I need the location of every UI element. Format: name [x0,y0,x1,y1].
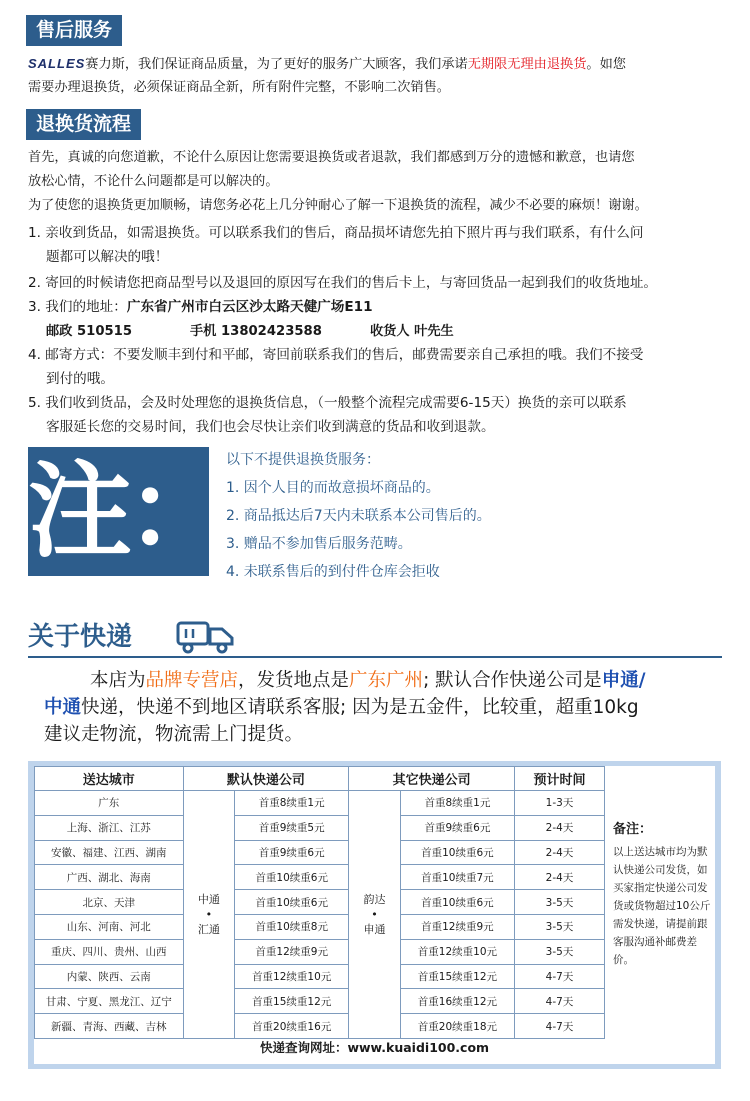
table-row [35,939,605,964]
process-intro-3: 为了使您的退换货更加顺畅，请您务必花上几分钟耐心了解一下退换货的流程，减少不必要的麻烦！谢谢。 [28,198,648,213]
header-city: 送达城市 [35,767,184,791]
shipping-table [34,766,605,1039]
express-divider [28,656,722,658]
cell-default-fee: 首重10续重8元 [235,914,349,939]
cell-default-fee: 首重12续重10元 [235,964,349,989]
table-row [35,989,605,1014]
cell-other-fee: 首重20续重18元 [400,1014,514,1039]
cell-time: 3-5天 [515,939,605,964]
section-label-return-process: 退换货流程 [26,109,141,140]
cell-city: 重庆、四川、贵州、山西 [35,939,184,964]
cell-other-fee: 首重15续重12元 [400,964,514,989]
process-step-5b: 客服延长您的交易时间，我们也会尽快让亲们收到满意的货品和收到退款。 [46,419,495,435]
process-intro-2: 放松心情，不论什么问题都是可以解决的。 [28,174,279,189]
header-other-company: 其它快递公司 [349,767,515,791]
tracking-url: 快递查询网址：www.kuaidi100.com [259,1040,490,1055]
cell-default-fee: 首重9续重6元 [235,840,349,865]
receiver: 收货人 叶先生 [370,324,454,339]
express-para-2: 中通快递，快递不到地区请联系客服; 因为是五金件，比较重，超重10kg [44,697,639,718]
process-step-1a: 1. 亲收到货品，如需退换货。可以联系我们的售后，商品损坏请您先拍下照片再与我们联系，有什么问 [28,225,644,241]
express-para-1: 本店为品牌专营店，发货地点是广东广州; 默认合作快递公司是申通/ [90,670,646,691]
cell-city: 安徽、福建、江西、湖南 [35,840,184,865]
notice-item-4: 4. 未联系售后的到付件仓库会拒收 [226,564,440,580]
cell-city: 广东 [35,791,184,816]
notice-item-1: 1. 因个人目的而故意损坏商品的。 [226,480,440,496]
section-label-after-sales: 售后服务 [26,15,122,46]
process-step-3: 3. 我们的地址：广东省广州市白云区沙太路天健广场E11 [28,299,373,315]
cell-default-company: 中通 • 汇通 [183,791,235,1039]
table-row [35,840,605,865]
cell-other-fee: 首重10续重6元 [400,840,514,865]
table-header-row [35,767,605,791]
cell-other-company: 韵达 • 申通 [349,791,401,1039]
cell-default-fee: 首重8续重1元 [235,791,349,816]
header-time: 预计时间 [515,767,605,791]
return-address: 广东省广州市白云区沙太路天健广场E11 [126,299,373,315]
cell-other-fee: 首重10续重7元 [400,865,514,890]
table-row [35,815,605,840]
notice-item-2: 2. 商品抵达后7天内未联系本公司售后的。 [226,508,491,524]
cell-city: 新疆、青海、西藏、吉林 [35,1014,184,1039]
express-para-3: 建议走物流，物流需上门提货。 [44,724,304,745]
remark-title: 备注： [613,822,653,837]
after-sales-line2: 需要办理退换货，必须保证商品全新，所有附件完整，不影响二次销售。 [28,80,450,95]
after-sales-line1: SALLES赛力斯，我们保证商品质量，为了更好的服务广大顾客，我们承诺无期限无理由退换货。如您 [28,53,626,75]
table-row [35,1014,605,1039]
cell-city: 广西、湖北、海南 [35,865,184,890]
cell-time: 2-4天 [515,865,605,890]
express-title: 关于快递 [28,622,133,652]
process-step-5a: 5. 我们收到货品，会及时处理您的退换货信息，（一般整个流程完成需要6-15天）换货的亲可以联系 [28,395,627,411]
cell-time: 1-3天 [515,791,605,816]
cell-time: 4-7天 [515,964,605,989]
process-step-4b: 到付的哦。 [46,371,114,387]
process-step-2: 2. 寄回的时候请您把商品型号以及退回的原因写在我们的售后卡上，与寄回货品一起到我们的收货地址。 [28,275,658,291]
shipping-table-frame [28,761,721,1069]
table-row [35,791,605,816]
table-row [35,890,605,915]
process-step-1b: 题都可以解决的哦！ [46,249,169,265]
notice-big-text: 注： [28,450,225,572]
notice-badge [28,447,225,576]
cell-city: 北京、天津 [35,890,184,915]
cell-other-fee: 首重16续重12元 [400,989,514,1014]
cell-default-fee: 首重10续重6元 [235,865,349,890]
header-default-company: 默认快递公司 [183,767,349,791]
postcode: 邮政 510515 [46,324,133,339]
table-row [35,865,605,890]
process-step-4a: 4. 邮寄方式：不要发顺丰到付和平邮，寄回前联系我们的售后，邮费需要亲自己承担的哦。我们不接受 [28,347,644,363]
cell-default-fee: 首重15续重12元 [235,989,349,1014]
remark-body: 以上送达城市均为默认快递公司发货，如买家指定快递公司发货或货物超过10公斤需发快递，请提前跟客服沟通补邮费差价。 [613,846,711,966]
notice-item-3: 3. 赠品不参加售后服务范畴。 [226,536,412,552]
cell-city: 甘肃、宁夏、黑龙江、辽宁 [35,989,184,1014]
cell-other-fee: 首重9续重6元 [400,815,514,840]
table-row [35,964,605,989]
cell-default-fee: 首重9续重5元 [235,815,349,840]
cell-city: 上海、浙江、江苏 [35,815,184,840]
cell-time: 2-4天 [515,840,605,865]
cell-time: 4-7天 [515,989,605,1014]
table-remark [613,821,711,969]
cell-city: 内蒙、陕西、云南 [35,964,184,989]
no-reason-return-highlight: 无期限无理由退换货 [467,57,587,72]
cell-time: 2-4天 [515,815,605,840]
cell-default-fee: 首重12续重9元 [235,939,349,964]
notice-title: 以下不提供退换货服务： [226,452,380,468]
table-row [35,914,605,939]
process-intro-1: 首先，真诚的向您道歉，不论什么原因让您需要退换货或者退款，我们都感到万分的遗憾和歉意，也请您 [28,150,635,165]
cell-other-fee: 首重10续重6元 [400,890,514,915]
cell-city: 山东、河南、河北 [35,914,184,939]
cell-default-fee: 首重10续重6元 [235,890,349,915]
cell-other-fee: 首重8续重1元 [400,791,514,816]
cell-default-fee: 首重20续重16元 [235,1014,349,1039]
cell-time: 3-5天 [515,914,605,939]
cell-time: 4-7天 [515,1014,605,1039]
phone: 手机 13802423588 [190,324,322,339]
cell-other-fee: 首重12续重9元 [400,914,514,939]
delivery-truck-icon [176,620,236,654]
cell-time: 3-5天 [515,890,605,915]
cell-other-fee: 首重12续重10元 [400,939,514,964]
brand-logo: SALLES [28,56,86,71]
